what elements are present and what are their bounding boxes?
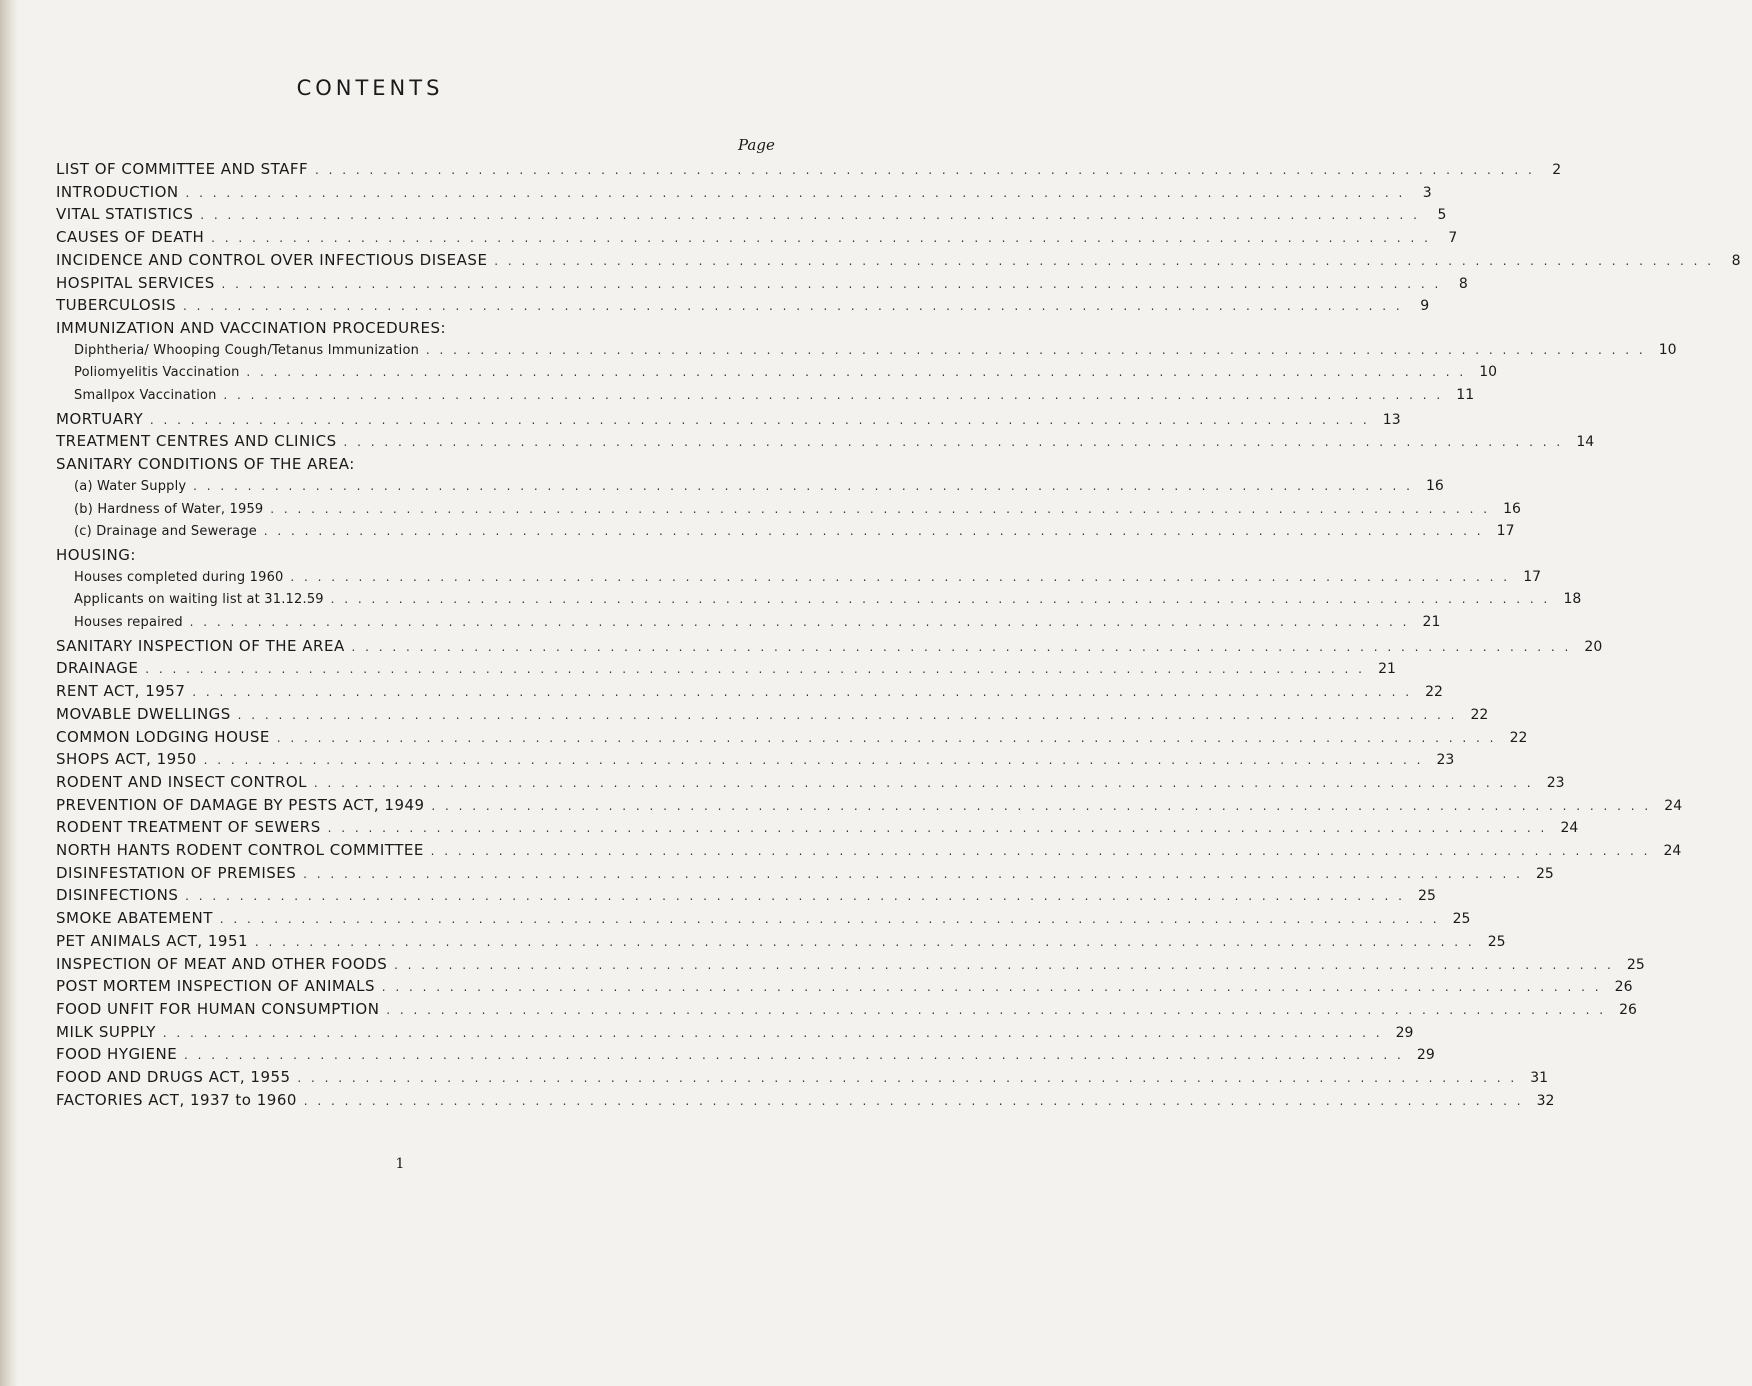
toc-entry[interactable]: [0, 909, 1471, 931]
toc-entry-page: 29: [1416, 1047, 1435, 1064]
leader-dots: . . . . . . . . . . . . . . . . . . . . . . . . . . . . . . . . . . . . . . . . . . . . . . . . . . . . . . . . . . . . . . . . . . . . . . . . . . . . . . . . . . . . . . . . . .: [256, 524, 1484, 539]
toc-entry-text: SMOKE ABATEMENT: [56, 909, 213, 928]
toc-entry-label: [0, 728, 1502, 746]
toc-entry-text: LIST OF COMMITTEE AND STAFF: [56, 160, 309, 178]
toc-entry-text: FOOD UNFIT FOR HUMAN CONSUMPTION: [56, 999, 380, 1018]
footer-page-number: 1: [395, 1156, 405, 1172]
toc-entry-label: [0, 955, 1620, 973]
toc-entry-text: INTRODUCTION: [56, 182, 179, 201]
toc-entry[interactable]: [0, 704, 1489, 727]
toc-entry-label: [0, 932, 1481, 950]
toc-entry[interactable]: [0, 863, 1554, 886]
toc-entry-page: 25: [1535, 865, 1554, 882]
toc-entry[interactable]: [0, 659, 1396, 681]
toc-entry-page: 13: [1382, 411, 1401, 428]
toc-entry[interactable]: [0, 772, 1565, 795]
toc-entry-label: [0, 183, 1411, 201]
toc-entry-label: [0, 1068, 1523, 1086]
toc-entry-text: Poliomyelitis Vaccination: [74, 365, 240, 381]
toc-entry-label: [0, 909, 1446, 927]
toc-entry[interactable]: [0, 795, 1683, 818]
toc-entry-page: 10: [1479, 364, 1498, 381]
leader-dots: . . . . . . . . . . . . . . . . . . . . . . . . . . . . . . . . . . . . . . . . . . . . . . . . . . . . . . . . . . . . . . . . . . . . . . . . . . . . . . . . . . . . . . . . . .: [178, 889, 1405, 904]
toc-entry-label: [0, 1045, 1410, 1063]
toc-entry[interactable]: [0, 1090, 1555, 1113]
toc-entry-text: INCIDENCE AND CONTROL OVER INFECTIOUS DISEASE: [56, 250, 488, 269]
toc-entry-page: 2: [1552, 162, 1562, 178]
toc-entry-label: [0, 682, 1418, 700]
toc-entry-text: DRAINAGE: [56, 659, 139, 678]
toc-entry-label: [0, 455, 738, 473]
toc-entry-text: CAUSES OF DEATH: [56, 228, 205, 247]
leader-dots: . . . . . . . . . . . . . . . . . . . . . . . . . . . . . . . . . . . . . . . . . . . . . . . . . . . . . . . . . . . . . . . . . . . . . . . . . . . . . . . . . . . . . . . . . .: [230, 707, 1458, 722]
toc-entry[interactable]: [0, 296, 1430, 318]
toc-entry[interactable]: [0, 319, 800, 341]
toc-entry[interactable]: [0, 205, 1447, 227]
toc-entry-text: DISINFESTATION OF PREMISES: [56, 863, 297, 882]
toc-entry[interactable]: [0, 273, 1468, 296]
toc-entry-label: [0, 410, 1376, 428]
toc-entry[interactable]: [0, 341, 1677, 364]
toc-entry-label: [0, 343, 1652, 358]
toc-entry-label: [0, 205, 1426, 223]
toc-entry-label: [0, 1023, 1389, 1041]
toc-entry[interactable]: [0, 455, 800, 477]
toc-entry-label: [0, 388, 1449, 403]
toc-entry[interactable]: [0, 818, 1579, 840]
toc-entry[interactable]: [0, 182, 1432, 205]
leader-dots: . . . . . . . . . . . . . . . . . . . . . . . . . . . . . . . . . . . . . . . . . . . . . . . . . . . . . . . . . . . . . . . . . . . . . . . . . . . . . . . . . . . . . . . . . .: [204, 231, 1431, 246]
toc-entry[interactable]: [0, 682, 1443, 704]
toc-entry-page: 26: [1619, 1001, 1637, 1018]
toc-entry[interactable]: [0, 364, 1498, 386]
toc-entry-page: 17: [1496, 523, 1515, 540]
toc-entry-text: POST MORTEM INSPECTION OF ANIMALS: [56, 977, 375, 996]
toc-entry-label: [0, 615, 1415, 630]
toc-entry-label: [0, 773, 1540, 791]
toc-entry[interactable]: [0, 727, 1528, 750]
toc-entry-label: [0, 228, 1437, 246]
toc-entry-page: 25: [1626, 956, 1645, 973]
toc-entry-text: TREATMENT CENTRES AND CLINICS: [56, 432, 337, 451]
leader-dots: . . . . . . . . . . . . . . . . . . . . . . . . . . . . . . . . . . . . . . . . . . . . . . . . . . . . . . . . . . . . . . . . . . . . . . . . . . . . . . . . . . . . . . . . . .: [239, 365, 1467, 380]
toc-entry-label: [0, 977, 1608, 995]
toc-entry-text: SANITARY INSPECTION OF THE AREA: [56, 636, 345, 655]
leader-dots: . . . . . . . . . . . . . . . . . . . . . . . . . . . . . . . . . . . . . . . . . . . . . . . . . . . . . . . . . . . . . . . . . . . . . . . . . . . . . . . . . . . . . . . . . .: [423, 844, 1651, 858]
toc-entry-page: 21: [1378, 661, 1396, 678]
toc-entry-page: 24: [1664, 797, 1683, 814]
toc-entry[interactable]: [0, 977, 1633, 999]
leader-dots: . . . . . . . . . . . . . . . . . . . . . . . . . . . . . . . . . . . . . . . . . . . . . . . . . . . . . . . . . . . . . . . . . . . . . . . . . . . . . . . . . . . . . . . . . .: [344, 639, 1572, 654]
toc-entry[interactable]: [0, 636, 1603, 659]
toc-entry[interactable]: [0, 931, 1506, 954]
toc-entry-text: FOOD HYGIENE: [56, 1045, 178, 1064]
toc-entry-label: [0, 432, 1569, 450]
toc-entry-label: [0, 365, 1472, 380]
toc-entry-text: RODENT TREATMENT OF SEWERS: [56, 818, 321, 837]
toc-entry-page: 24: [1663, 843, 1682, 859]
leader-dots: . . . . . . . . . . . . . . . . . . . . . . . . . . . . . . . . . . . . . . . . . . . . . . . . . . . . . . . . . . . . . . . . . . . . . . . . . . . . . . . . . . . . . . . . . .: [307, 775, 1534, 790]
toc-entry-page: 14: [1576, 434, 1595, 451]
toc-entry-label: [0, 570, 1516, 585]
toc-entry-label: [0, 796, 1657, 814]
toc-entry-label: [0, 502, 1496, 517]
toc-entry-label: [0, 1000, 1612, 1018]
toc-entry[interactable]: [0, 841, 1682, 863]
toc-entry-label: [0, 251, 1720, 269]
page-column-header: Page: [738, 136, 775, 154]
toc-entry-text: (a) Water Supply: [74, 478, 187, 494]
toc-entry-page: 9: [1420, 298, 1430, 315]
toc-entry-label: [0, 319, 738, 337]
leader-dots: . . . . . . . . . . . . . . . . . . . . . . . . . . . . . . . . . . . . . . . . . . . . . . . . . . . . . . . . . . . . . . . . . . . . . . . . . . . . . . . . . . . . . . . . . .: [296, 866, 1523, 881]
toc-entry[interactable]: [0, 591, 1582, 613]
toc-entry-text: FACTORIES ACT, 1937 to 1960: [56, 1090, 297, 1109]
leader-dots: . . . . . . . . . . . . . . . . . . . . . . . . . . . . . . . . . . . . . . . . . . . . . . . . . . . . . . . . . . . . . . . . . . . . . . . . . . . . . . . . . . . . . . . . . .: [263, 501, 1491, 516]
toc-entry-label: [0, 1091, 1530, 1109]
toc-entry-page: 26: [1614, 979, 1633, 996]
toc-entry[interactable]: [0, 477, 1444, 500]
toc-entry-page: 25: [1487, 933, 1506, 950]
leader-dots: . . . . . . . . . . . . . . . . . . . . . . . . . . . . . . . . . . . . . . . . . . . . . . . . . . . . . . . . . . . . . . . . . . . . . . . . . . . . . . . . . . . . . . . . . .: [248, 934, 1475, 949]
toc-entry[interactable]: [0, 409, 1401, 432]
toc-entry-text: COMMON LODGING HOUSE: [56, 727, 270, 746]
toc-entry[interactable]: [0, 614, 1441, 636]
toc-entry-page: 25: [1452, 911, 1471, 928]
toc-entry-page: 32: [1536, 1092, 1555, 1109]
toc-entry-text: IMMUNIZATION AND VACCINATION PROCEDURES:: [56, 318, 447, 337]
toc-entry-text: (b) Hardness of Water, 1959: [74, 501, 264, 517]
toc-entry[interactable]: [0, 500, 1521, 523]
leader-dots: . . . . . . . . . . . . . . . . . . . . . . . . . . . . . . . . . . . . . . . . . . . . . . . . . . . . . . . . . . . . . . . . . . . . . . . . . . . . . . . . . . . . . . . . . .: [323, 592, 1551, 607]
leader-dots: . . . . . . . . . . . . . . . . . . . . . . . . . . . . . . . . . . . . . . . . . . . . . . . . . . . . . . . . . . . . . . . . . . . . . . . . . . . . . . . . . . . . . . . . . .: [320, 821, 1548, 836]
toc-entry-page: 23: [1546, 774, 1565, 791]
toc-entry[interactable]: [0, 228, 1458, 250]
toc-entry-label: [0, 524, 1490, 539]
toc-entry-label: [0, 886, 1411, 904]
toc-entry-text: Smallpox Vaccination: [74, 388, 217, 403]
leader-dots: . . . . . . . . . . . . . . . . . . . . . . . . . . . . . . . . . . . . . . . . . . . . . . . . . . . . . . . . . . . . . . . . . . . . . . . . . . . . . . . . . . . . . . . . . .: [193, 208, 1420, 223]
toc-entry-page: 20: [1584, 638, 1603, 655]
toc-entry-page: 22: [1470, 706, 1489, 723]
toc-entry-text: DISINFECTIONS: [56, 886, 179, 905]
toc-entry-text: HOUSING:: [56, 545, 136, 564]
toc-entry-page: 24: [1560, 820, 1579, 837]
toc-entry-page: 23: [1436, 752, 1455, 769]
leader-dots: . . . . . . . . . . . . . . . . . . . . . . . . . . . . . . . . . . . . . . . . . . . . . . . . . . . . . . . . . . . . . . . . . . . . . . . . . . . . . . . . . . . . . . . . . .: [336, 435, 1564, 450]
toc-entry-page: 8: [1731, 252, 1741, 269]
toc-entry-label: [0, 160, 1541, 178]
toc-entry[interactable]: [0, 523, 1515, 545]
leader-dots: . . . . . . . . . . . . . . . . . . . . . . . . . . . . . . . . . . . . . . . . . . . . . . . . . . . . . . . . . . . . . . . . . . . . . . . . . . . . . . . . . . . . . . . . . .: [374, 980, 1602, 995]
toc-entry[interactable]: [0, 750, 1455, 772]
toc-entry-label: [0, 296, 1409, 314]
toc-entry-label: [0, 705, 1463, 723]
toc-entry-text: Diphtheria/ Whooping Cough/Tetanus Immunization: [74, 342, 420, 358]
leader-dots: . . . . . . . . . . . . . . . . . . . . . . . . . . . . . . . . . . . . . . . . . . . . . . . . . . . . . . . . . . . . . . . . . . . . . . . . . . . . . . . . . . . . . . . . . .: [290, 1071, 1518, 1085]
toc-entry-label: [0, 479, 1419, 494]
leader-dots: . . . . . . . . . . . . . . . . . . . . . . . . . . . . . . . . . . . . . . . . . . . . . . . . . . . . . . . . . . . . . . . . . . . . . . . . . . . . . . . . . . . . . . . . . .: [269, 730, 1497, 745]
toc-entry[interactable]: [0, 568, 1542, 591]
leader-dots: . . . . . . . . . . . . . . . . . . . . . . . . . . . . . . . . . . . . . . . . . . . . . . . . . . . . . . . . . . . . . . . . . . . . . . . . . . . . . . . . . . . . . . . . . .: [387, 957, 1614, 972]
leader-dots: . . . . . . . . . . . . . . . . . . . . . . . . . . . . . . . . . . . . . . . . . . . . . . . . . . . . . . . . . . . . . . . . . . . . . . . . . . . . . . . . . . . . . . . . . .: [138, 662, 1365, 677]
leader-dots: . . . . . . . . . . . . . . . . . . . . . . . . . . . . . . . . . . . . . . . . . . . . . . . . . . . . . . . . . . . . . . . . . . . . . . . . . . . . . . . . . . . . . . . . . .: [212, 912, 1440, 927]
toc-entry-page: 31: [1530, 1070, 1549, 1086]
toc-entry-text: PREVENTION OF DAMAGE BY PESTS ACT, 1949: [56, 795, 425, 814]
toc-entry-text: MORTUARY: [56, 409, 144, 428]
toc-entry-page: 10: [1658, 341, 1677, 358]
toc-entry-label: [0, 659, 1371, 677]
toc-entry-page: 25: [1418, 888, 1436, 905]
toc-entry-label: [0, 546, 738, 564]
toc-entry[interactable]: [0, 999, 1637, 1022]
toc-entry[interactable]: [0, 387, 1475, 409]
toc-entry-text: Houses completed during 1960: [74, 569, 284, 585]
leader-dots: . . . . . . . . . . . . . . . . . . . . . . . . . . . . . . . . . . . . . . . . . . . . . . . . . . . . . . . . . . . . . . . . . . . . . . . . . . . . . . . . . . . . . . . . . .: [143, 412, 1370, 427]
leader-dots: . . . . . . . . . . . . . . . . . . . . . . . . . . . . . . . . . . . . . . . . . . . . . . . . . . . . . . . . . . . . . . . . . . . . . . . . . . . . . . . . . . . . . . . . . .: [185, 685, 1413, 700]
toc-entry-page: 16: [1503, 500, 1521, 517]
toc-entry-page: 22: [1425, 684, 1443, 701]
toc-entry-page: 8: [1458, 275, 1468, 292]
toc-entry[interactable]: [0, 546, 800, 568]
leader-dots: . . . . . . . . . . . . . . . . . . . . . . . . . . . . . . . . . . . . . . . . . . . . . . . . . . . . . . . . . . . . . . . . . . . . . . . . . . . . . . . . . . . . . . . . . .: [308, 163, 1535, 177]
leader-dots: . . . . . . . . . . . . . . . . . . . . . . . . . . . . . . . . . . . . . . . . . . . . . . . . . . . . . . . . . . . . . . . . . . . . . . . . . . . . . . . . . . . . . . . . . .: [186, 478, 1413, 493]
page-title: CONTENTS: [296, 76, 444, 100]
leader-dots: . . . . . . . . . . . . . . . . . . . . . . . . . . . . . . . . . . . . . . . . . . . . . . . . . . . . . . . . . . . . . . . . . . . . . . . . . . . . . . . . . . . . . . . . . .: [487, 253, 1715, 268]
toc-entry-page: 5: [1437, 207, 1447, 224]
toc-entry-text: FOOD AND DRUGS ACT, 1955: [56, 1068, 291, 1086]
leader-dots: . . . . . . . . . . . . . . . . . . . . . . . . . . . . . . . . . . . . . . . . . . . . . . . . . . . . . . . . . . . . . . . . . . . . . . . . . . . . . . . . . . . . . . . . . .: [379, 1002, 1607, 1017]
toc-entry-page: 18: [1563, 591, 1582, 608]
toc-entry-text: PET ANIMALS ACT, 1951: [56, 931, 249, 950]
toc-entry-text: Applicants on waiting list at 31.12.59: [74, 592, 324, 608]
leader-dots: . . . . . . . . . . . . . . . . . . . . . . . . . . . . . . . . . . . . . . . . . . . . . . . . . . . . . . . . . . . . . . . . . . . . . . . . . . . . . . . . . . . . . . . . . .: [155, 1025, 1383, 1040]
toc-entry-label: [0, 592, 1556, 607]
toc-entry-label: [0, 841, 1656, 859]
toc-entry[interactable]: [0, 886, 1436, 908]
toc-entry[interactable]: [0, 1022, 1414, 1045]
leader-dots: . . . . . . . . . . . . . . . . . . . . . . . . . . . . . . . . . . . . . . . . . . . . . . . . . . . . . . . . . . . . . . . . . . . . . . . . . . . . . . . . . . . . . . . . . .: [177, 1048, 1404, 1063]
toc-entry-page: 3: [1422, 184, 1432, 201]
toc-entry-text: Houses repaired: [74, 615, 183, 630]
leader-dots: . . . . . . . . . . . . . . . . . . . . . . . . . . . . . . . . . . . . . . . . . . . . . . . . . . . . . . . . . . . . . . . . . . . . . . . . . . . . . . . . . . . . . . . . . .: [214, 276, 1442, 291]
toc-entry-text: MOVABLE DWELLINGS: [56, 704, 231, 723]
toc-entry-text: RODENT AND INSECT CONTROL: [56, 772, 308, 791]
toc-entry-label: [0, 864, 1529, 882]
leader-dots: . . . . . . . . . . . . . . . . . . . . . . . . . . . . . . . . . . . . . . . . . . . . . . . . . . . . . . . . . . . . . . . . . . . . . . . . . . . . . . . . . . . . . . . . . .: [216, 388, 1444, 402]
leader-dots: . . . . . . . . . . . . . . . . . . . . . . . . . . . . . . . . . . . . . . . . . . . . . . . . . . . . . . . . . . . . . . . . . . . . . . . . . . . . . . . . . . . . . . . . . .: [176, 299, 1403, 314]
toc-entry-page: 21: [1422, 614, 1441, 630]
toc-entry-label: [0, 274, 1447, 292]
leader-dots: . . . . . . . . . . . . . . . . . . . . . . . . . . . . . . . . . . . . . . . . . . . . . . . . . . . . . . . . . . . . . . . . . . . . . . . . . . . . . . . . . . . . . . . . . .: [182, 615, 1410, 629]
toc-entry-text: MILK SUPPLY: [56, 1022, 156, 1041]
leader-dots: . . . . . . . . . . . . . . . . . . . . . . . . . . . . . . . . . . . . . . . . . . . . . . . . . . . . . . . . . . . . . . . . . . . . . . . . . . . . . . . . . . . . . . . . . .: [419, 342, 1646, 357]
toc-entry-page: 22: [1509, 729, 1528, 746]
toc-entry[interactable]: [0, 1045, 1435, 1067]
toc-entry-page: 17: [1523, 568, 1542, 585]
toc-entry-text: HOSPITAL SERVICES: [56, 273, 215, 292]
toc-entry-text: RENT ACT, 1957: [56, 682, 186, 701]
toc-entry-text: VITAL STATISTICS: [56, 205, 194, 224]
toc-entry-label: [0, 637, 1577, 655]
toc-entry[interactable]: [0, 954, 1645, 977]
leader-dots: . . . . . . . . . . . . . . . . . . . . . . . . . . . . . . . . . . . . . . . . . . . . . . . . . . . . . . . . . . . . . . . . . . . . . . . . . . . . . . . . . . . . . . . . . .: [283, 569, 1511, 584]
toc-entry-text: NORTH HANTS RODENT CONTROL COMMITTEE: [56, 841, 424, 859]
toc-entry[interactable]: [0, 432, 1595, 454]
toc-entry-page: 29: [1395, 1024, 1414, 1041]
leader-dots: . . . . . . . . . . . . . . . . . . . . . . . . . . . . . . . . . . . . . . . . . . . . . . . . . . . . . . . . . . . . . . . . . . . . . . . . . . . . . . . . . . . . . . . . . .: [196, 753, 1424, 768]
toc-entry[interactable]: [0, 160, 1562, 182]
toc-entry[interactable]: [0, 250, 1741, 273]
toc-entry-text: SANITARY CONDITIONS OF THE AREA:: [56, 455, 355, 474]
toc-entry-page: 16: [1426, 477, 1444, 494]
toc-entry-text: SHOPS ACT, 1950: [56, 750, 197, 769]
toc-entry-page: 7: [1448, 230, 1458, 247]
toc-entry-label: [0, 750, 1429, 768]
toc-entry-text: TUBERCULOSIS: [56, 296, 177, 315]
toc-entry-page: 11: [1456, 387, 1475, 403]
toc-entry-text: INSPECTION OF MEAT AND OTHER FOODS: [56, 954, 388, 973]
toc-entry-text: (c) Drainage and Sewerage: [74, 524, 257, 540]
leader-dots: . . . . . . . . . . . . . . . . . . . . . . . . . . . . . . . . . . . . . . . . . . . . . . . . . . . . . . . . . . . . . . . . . . . . . . . . . . . . . . . . . . . . . . . . . .: [424, 798, 1652, 813]
leader-dots: . . . . . . . . . . . . . . . . . . . . . . . . . . . . . . . . . . . . . . . . . . . . . . . . . . . . . . . . . . . . . . . . . . . . . . . . . . . . . . . . . . . . . . . . . .: [296, 1093, 1524, 1108]
toc-entry-label: [0, 818, 1553, 836]
leader-dots: . . . . . . . . . . . . . . . . . . . . . . . . . . . . . . . . . . . . . . . . . . . . . . . . . . . . . . . . . . . . . . . . . . . . . . . . . . . . . . . . . . . . . . . . . .: [178, 185, 1406, 200]
toc-entry[interactable]: [0, 1068, 1549, 1090]
